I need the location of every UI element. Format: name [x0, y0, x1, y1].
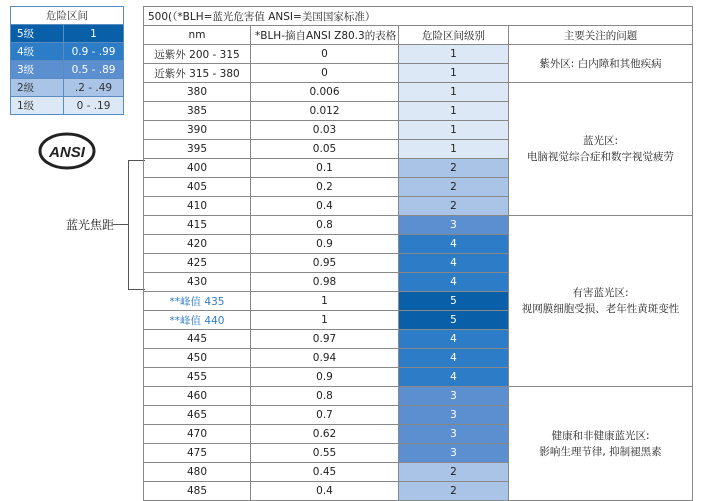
legend-range: 0.9 - .99 [64, 43, 124, 61]
danger-level-cell: 4 [399, 368, 509, 387]
blh-value-cell: 0 [251, 45, 399, 64]
focus-bracket-tick [113, 224, 128, 225]
danger-level-cell: 2 [399, 482, 509, 501]
wavelength-cell: 390 [144, 121, 251, 140]
header-nm: nm [144, 26, 251, 45]
blh-value-cell: 1 [251, 311, 399, 330]
blh-value-cell: 0.45 [251, 463, 399, 482]
focus-label: 蓝光焦距 [66, 218, 115, 232]
danger-level-cell: 1 [399, 102, 509, 121]
legend-row [11, 79, 124, 97]
table-header-row [144, 26, 693, 45]
danger-level-legend [10, 6, 124, 115]
blh-value-cell: 0.98 [251, 273, 399, 292]
wavelength-cell: 460 [144, 387, 251, 406]
legend-row [11, 43, 124, 61]
danger-level-cell: 3 [399, 387, 509, 406]
legend-level: 5级 [11, 25, 64, 43]
header-issue: 主要关注的问题 [509, 26, 693, 45]
blh-value-cell: 0.4 [251, 482, 399, 501]
blh-value-cell: 0.62 [251, 425, 399, 444]
danger-level-cell: 3 [399, 425, 509, 444]
blh-value-cell: 0.55 [251, 444, 399, 463]
wavelength-cell: 450 [144, 349, 251, 368]
legend-range: 0 - .19 [64, 97, 124, 115]
danger-level-cell: 5 [399, 292, 509, 311]
table-row [144, 83, 693, 102]
danger-level-cell: 3 [399, 406, 509, 425]
blh-value-cell: 0.8 [251, 216, 399, 235]
danger-level-cell: 3 [399, 216, 509, 235]
table-row [144, 387, 693, 406]
wavelength-cell: 415 [144, 216, 251, 235]
legend-range: 0.5 - .89 [64, 61, 124, 79]
legend-level: 4级 [11, 43, 64, 61]
danger-level-cell: 3 [399, 444, 509, 463]
blh-value-cell: 0.012 [251, 102, 399, 121]
ansi-logo-text: ANSI [49, 144, 85, 161]
legend-level: 2级 [11, 79, 64, 97]
wavelength-cell: 近紫外 315 - 380 [144, 64, 251, 83]
danger-level-cell: 5 [399, 311, 509, 330]
blh-value-cell: 0.05 [251, 140, 399, 159]
danger-level-cell: 4 [399, 235, 509, 254]
wavelength-cell: **峰值 440 [144, 311, 251, 330]
blh-value-cell: 0.1 [251, 159, 399, 178]
blh-value-cell: 0.7 [251, 406, 399, 425]
blh-value-cell: 0.006 [251, 83, 399, 102]
wavelength-cell: 475 [144, 444, 251, 463]
danger-level-cell: 2 [399, 197, 509, 216]
danger-level-cell: 4 [399, 254, 509, 273]
wavelength-cell: 445 [144, 330, 251, 349]
blh-value-cell: 0.9 [251, 368, 399, 387]
blh-value-cell: 0 [251, 64, 399, 83]
danger-level-cell: 2 [399, 159, 509, 178]
blh-value-cell: 0.03 [251, 121, 399, 140]
legend-row [11, 25, 124, 43]
main-concern-cell: 有害蓝光区: 视网膜细胞受损、老年性黄斑变性 [509, 216, 693, 387]
danger-level-cell: 1 [399, 140, 509, 159]
wavelength-cell: 480 [144, 463, 251, 482]
legend-range: .2 - .49 [64, 79, 124, 97]
ansi-logo [38, 131, 96, 171]
blh-value-cell: 0.9 [251, 235, 399, 254]
wavelength-cell: 470 [144, 425, 251, 444]
wavelength-cell: **峰值 435 [144, 292, 251, 311]
wavelength-cell: 410 [144, 197, 251, 216]
danger-level-cell: 2 [399, 463, 509, 482]
legend-row [11, 61, 124, 79]
table-row [144, 216, 693, 235]
wavelength-cell: 400 [144, 159, 251, 178]
danger-level-cell: 2 [399, 178, 509, 197]
blh-value-cell: 0.8 [251, 387, 399, 406]
table-title: 500(（*BLH=蓝光危害值 ANSI=美国国家标准） [144, 7, 693, 26]
blh-value-cell: 0.94 [251, 349, 399, 368]
wavelength-cell: 395 [144, 140, 251, 159]
blue-light-hazard-table [143, 6, 693, 501]
wavelength-cell: 430 [144, 273, 251, 292]
wavelength-cell: 380 [144, 83, 251, 102]
blh-value-cell: 0.95 [251, 254, 399, 273]
main-concern-cell: 健康和非健康蓝光区: 影响生理节律, 抑制褪黑素 [509, 387, 693, 501]
main-concern-cell: 蓝光区: 电脑视觉综合症和数字视觉疲劳 [509, 83, 693, 216]
danger-level-cell: 1 [399, 83, 509, 102]
danger-level-cell: 4 [399, 330, 509, 349]
danger-level-cell: 1 [399, 64, 509, 83]
wavelength-cell: 485 [144, 482, 251, 501]
blh-value-cell: 0.2 [251, 178, 399, 197]
legend-level: 3级 [11, 61, 64, 79]
header-blh: *BLH-摘自ANSI Z80.3的表格 [251, 26, 399, 45]
wavelength-cell: 455 [144, 368, 251, 387]
danger-level-cell: 1 [399, 121, 509, 140]
wavelength-cell: 405 [144, 178, 251, 197]
legend-title: 危险区间 [11, 7, 124, 25]
wavelength-cell: 385 [144, 102, 251, 121]
header-level: 危险区间级别 [399, 26, 509, 45]
wavelength-cell: 465 [144, 406, 251, 425]
legend-range: 1 [64, 25, 124, 43]
wavelength-cell: 425 [144, 254, 251, 273]
blh-value-cell: 1 [251, 292, 399, 311]
wavelength-cell: 420 [144, 235, 251, 254]
wavelength-cell: 远紫外 200 - 315 [144, 45, 251, 64]
legend-row [11, 97, 124, 115]
danger-level-cell: 4 [399, 273, 509, 292]
blh-value-cell: 0.97 [251, 330, 399, 349]
blh-value-cell: 0.4 [251, 197, 399, 216]
danger-level-cell: 4 [399, 349, 509, 368]
legend-level: 1级 [11, 97, 64, 115]
danger-level-cell: 1 [399, 45, 509, 64]
table-row [144, 45, 693, 64]
main-concern-cell: 紫外区: 白内障和其他疾病 [509, 45, 693, 83]
